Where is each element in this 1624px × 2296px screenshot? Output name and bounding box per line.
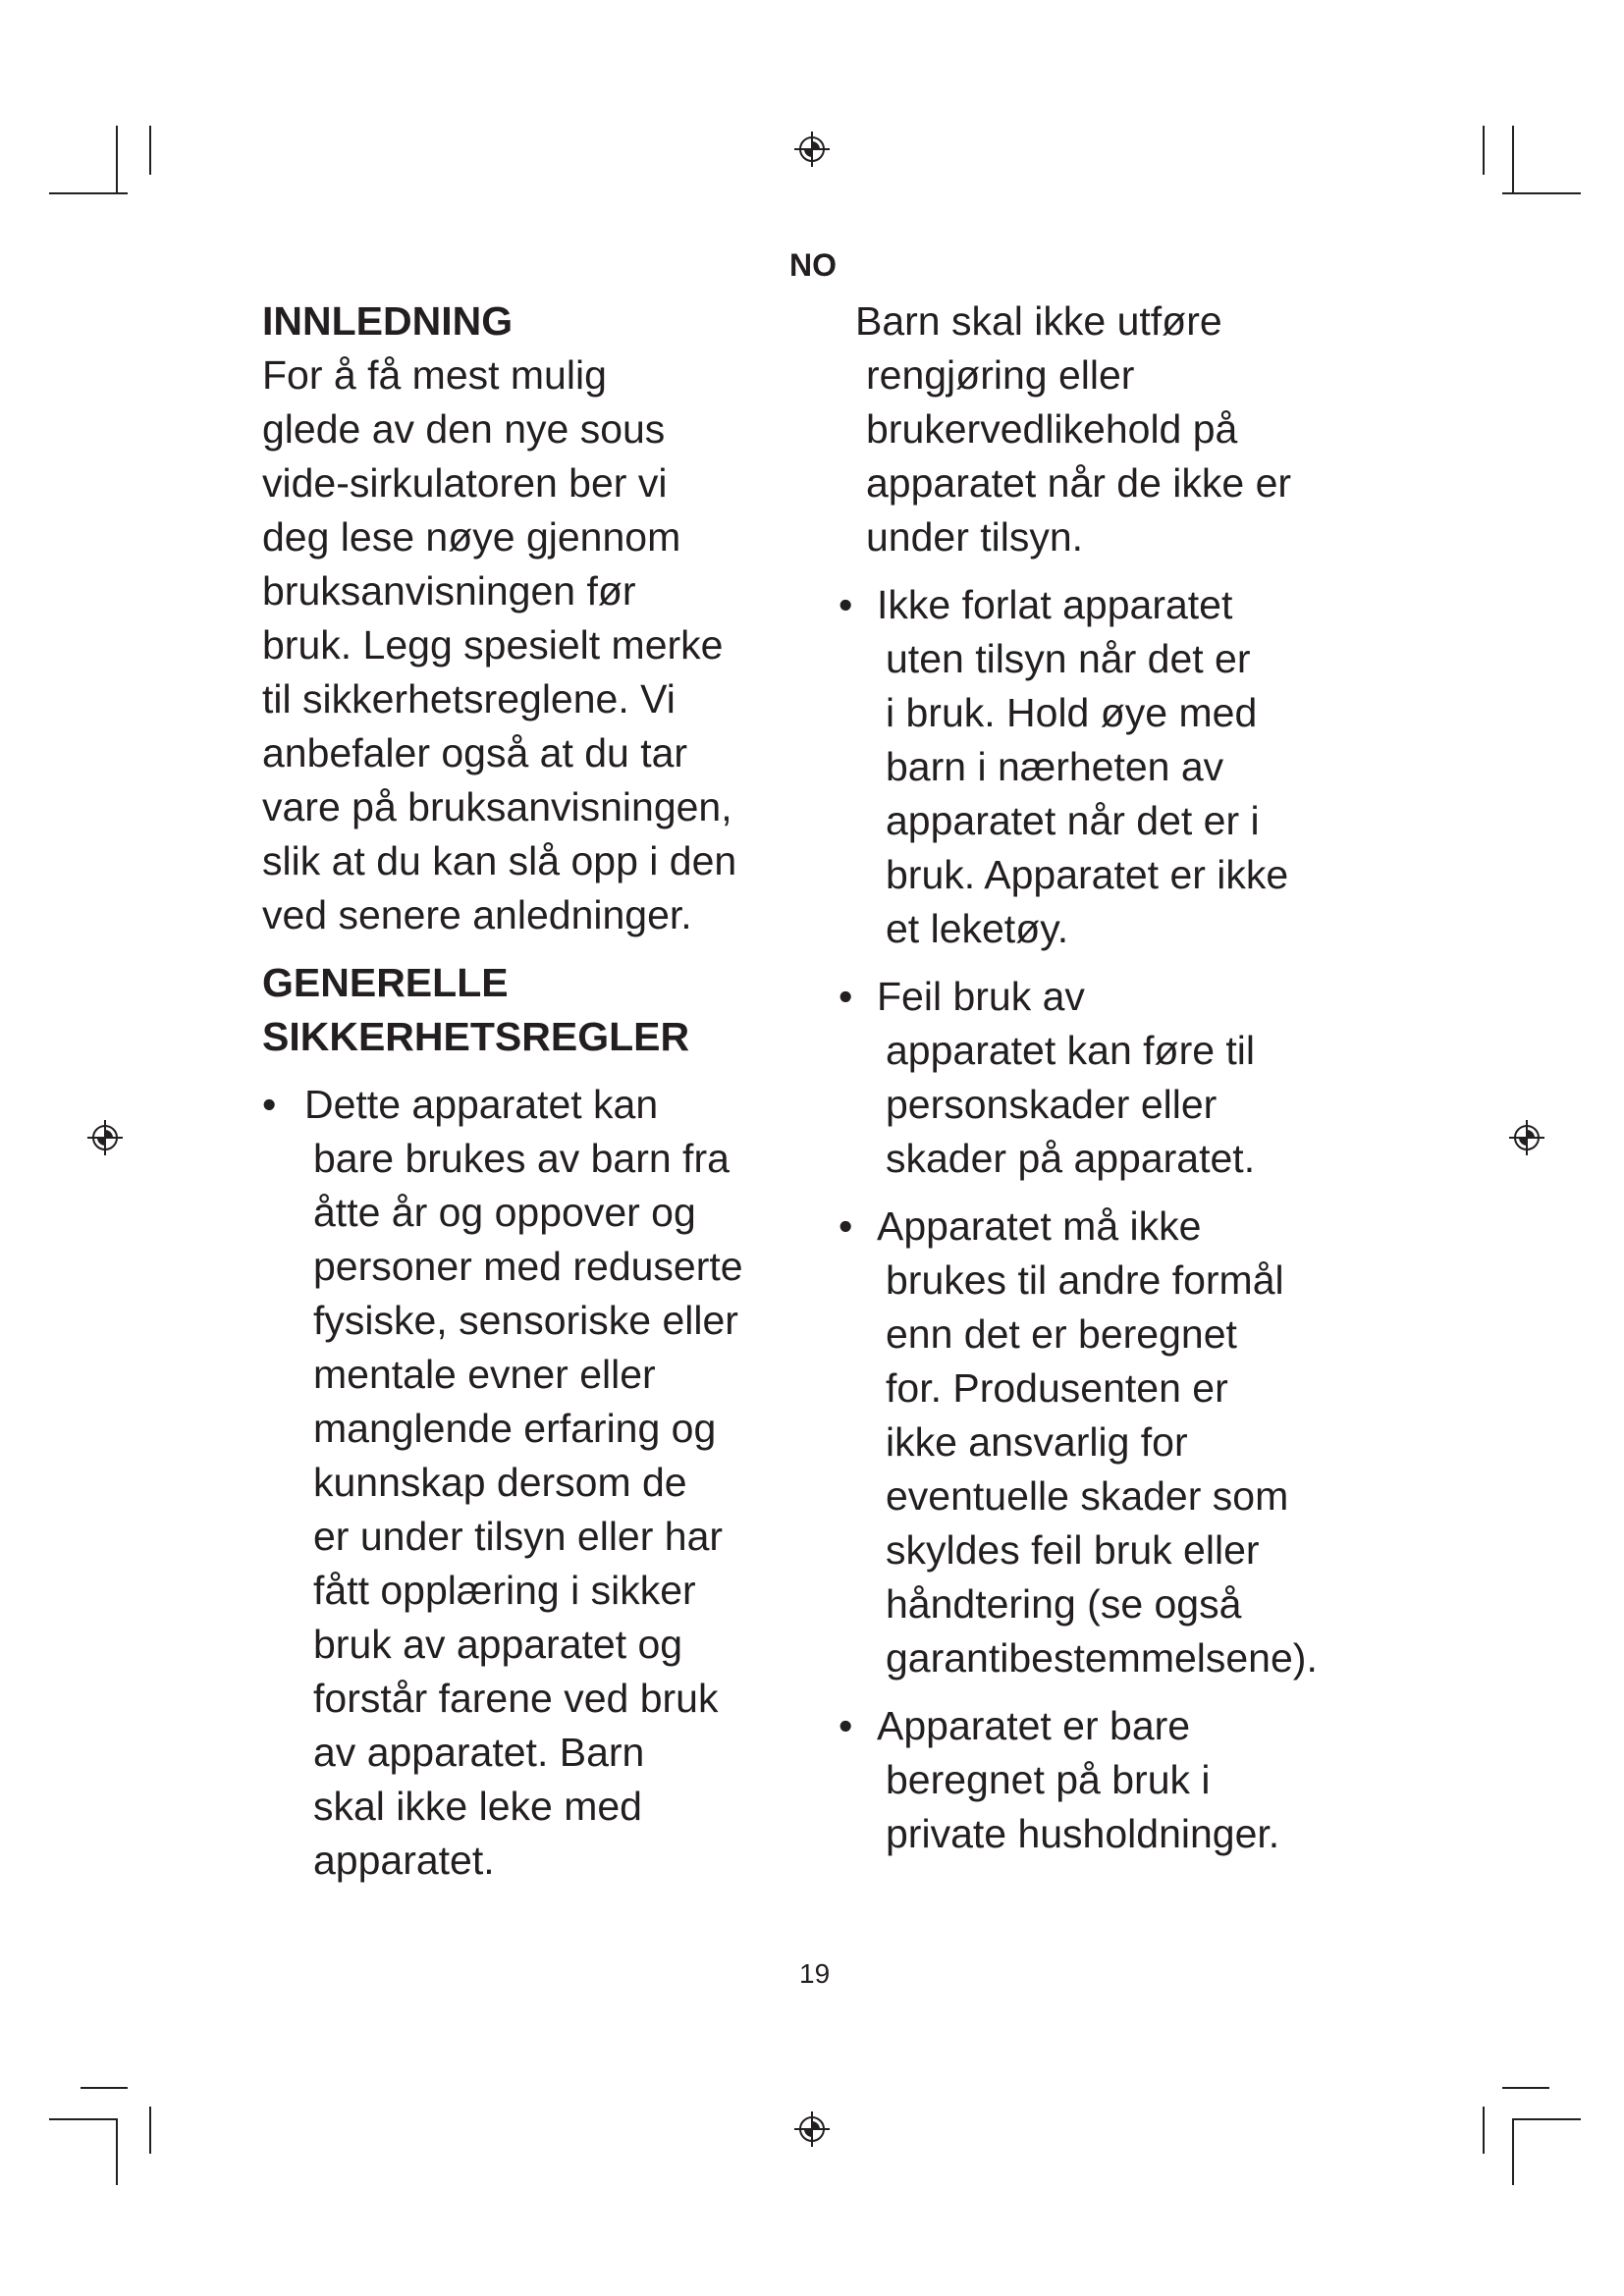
crop-mark-bottom-left-v2 (149, 2107, 151, 2154)
bullet-line: apparatet når det er i (886, 798, 1260, 843)
bullet-icon: • (839, 582, 853, 627)
bullet-line: bruk. Apparatet er ikke (886, 852, 1289, 897)
bullet-line: er under tilsyn eller har (313, 1514, 724, 1559)
bullet-line: garantibestemmelsene). (886, 1635, 1318, 1681)
intro-line: For å få mest mulig (262, 352, 607, 398)
bullet-line: personer med reduserte (313, 1244, 743, 1289)
bullet-line: eventuelle skader som (886, 1473, 1289, 1519)
bullet-icon: • (839, 1203, 853, 1249)
continuation-line: under tilsyn. (866, 514, 1084, 560)
crop-mark-top-left-h (49, 192, 128, 194)
intro-line: anbefaler også at du tar (262, 730, 688, 775)
bullet-line: uten tilsyn når det er (886, 636, 1251, 681)
bullet-line: i bruk. Hold øye med (886, 690, 1258, 735)
bullet-icon: • (839, 974, 853, 1019)
safety-bullet-item (839, 1699, 1388, 1861)
bullet-line: enn det er beregnet (886, 1311, 1237, 1357)
bullet-icon: • (839, 1703, 853, 1748)
bullet-line: Dette apparatet kan (304, 1082, 659, 1127)
crop-mark-top-right-v2 (1512, 126, 1514, 192)
bullet-line: bare brukes av barn fra (313, 1136, 730, 1181)
intro-line: glede av den nye sous (262, 406, 666, 452)
bullet-line: skal ikke leke med (313, 1784, 642, 1829)
bullet-line: et leketøy. (886, 906, 1069, 951)
intro-paragraph (262, 348, 812, 942)
crop-mark-bottom-right-v1 (1483, 2107, 1485, 2154)
bullet-line: skyldes feil bruk eller (886, 1527, 1260, 1573)
intro-line: deg lese nøye gjennom (262, 514, 681, 560)
intro-line: til sikkerhetsreglene. Vi (262, 676, 676, 721)
safety-heading-line: GENERELLE (262, 960, 509, 1005)
language-code: NO (789, 247, 837, 283)
intro-line: bruk. Legg spesielt merke (262, 622, 724, 667)
registration-crosshair-icon (793, 2110, 831, 2148)
crop-mark-bottom-left-v1 (116, 2118, 118, 2185)
continuation-line: apparatet når de ikke er (866, 460, 1292, 506)
safety-heading (262, 956, 812, 1064)
bullet-line: fått opplæring i sikker (313, 1568, 696, 1613)
continuation-line: Barn skal ikke utføre (855, 298, 1222, 344)
continuation-line: brukervedlikehold på (866, 406, 1238, 452)
intro-line: vare på bruksanvisningen, (262, 784, 732, 829)
intro-line: ved senere anledninger. (262, 892, 692, 937)
bullet-line: mentale evner eller (313, 1352, 656, 1397)
bullet-continuation (839, 294, 1388, 564)
bullet-line: manglende erfaring og (313, 1406, 717, 1451)
intro-heading: INNLEDNING (262, 298, 514, 344)
intro-line: slik at du kan slå opp i den (262, 838, 737, 883)
crop-mark-bottom-right-h2 (1512, 2118, 1581, 2120)
crop-mark-top-right-v1 (1483, 126, 1485, 175)
right-column (839, 294, 1388, 1861)
continuation-line: rengjøring eller (866, 352, 1135, 398)
safety-bullet-item (262, 1078, 812, 1888)
crop-mark-top-right-h (1502, 192, 1581, 194)
registration-crosshair-icon (1508, 1119, 1545, 1156)
safety-bullet-item (839, 970, 1388, 1186)
bullet-line: personskader eller (886, 1082, 1218, 1127)
bullet-line: private husholdninger. (886, 1811, 1280, 1856)
safety-heading-line: SIKKERHETSREGLER (262, 1014, 690, 1059)
safety-bullet-item (839, 1200, 1388, 1685)
crop-mark-bottom-left-h2 (49, 2118, 118, 2120)
bullet-line: håndtering (se også (886, 1581, 1242, 1627)
bullet-line: beregnet på bruk i (886, 1757, 1211, 1802)
bullet-line: Ikke forlat apparatet (877, 582, 1233, 627)
bullet-line: fysiske, sensoriske eller (313, 1298, 738, 1343)
bullet-line: ikke ansvarlig for (886, 1419, 1188, 1465)
bullet-line: av apparatet. Barn (313, 1730, 645, 1775)
registration-crosshair-icon (86, 1119, 124, 1156)
bullet-icon: • (262, 1082, 277, 1127)
crop-mark-bottom-left-h1 (81, 2087, 128, 2089)
crop-mark-top-left-v2 (149, 126, 151, 175)
intro-line: vide-sirkulatoren ber vi (262, 460, 668, 506)
bullet-line: Feil bruk av (877, 974, 1085, 1019)
registration-crosshair-icon (793, 131, 831, 168)
bullet-line: kunnskap dersom de (313, 1460, 687, 1505)
bullet-line: Apparatet må ikke (877, 1203, 1202, 1249)
left-column (262, 294, 812, 1888)
intro-line: bruksanvisningen før (262, 568, 636, 614)
bullet-line: Apparatet er bare (877, 1703, 1191, 1748)
bullet-line: brukes til andre formål (886, 1257, 1284, 1303)
crop-mark-top-left-v1 (116, 126, 118, 192)
bullet-line: apparatet. (313, 1838, 495, 1883)
bullet-line: barn i nærheten av (886, 744, 1224, 789)
page-number: 19 (799, 1958, 831, 1989)
bullet-line: for. Produsenten er (886, 1365, 1228, 1411)
crop-mark-bottom-right-v2 (1512, 2118, 1514, 2185)
bullet-line: bruk av apparatet og (313, 1622, 683, 1667)
bullet-line: apparatet kan føre til (886, 1028, 1256, 1073)
bullet-line: skader på apparatet. (886, 1136, 1256, 1181)
safety-bullet-item (839, 578, 1388, 956)
bullet-line: forstår farene ved bruk (313, 1676, 719, 1721)
crop-mark-bottom-right-h1 (1502, 2087, 1549, 2089)
bullet-line: åtte år og oppover og (313, 1190, 696, 1235)
